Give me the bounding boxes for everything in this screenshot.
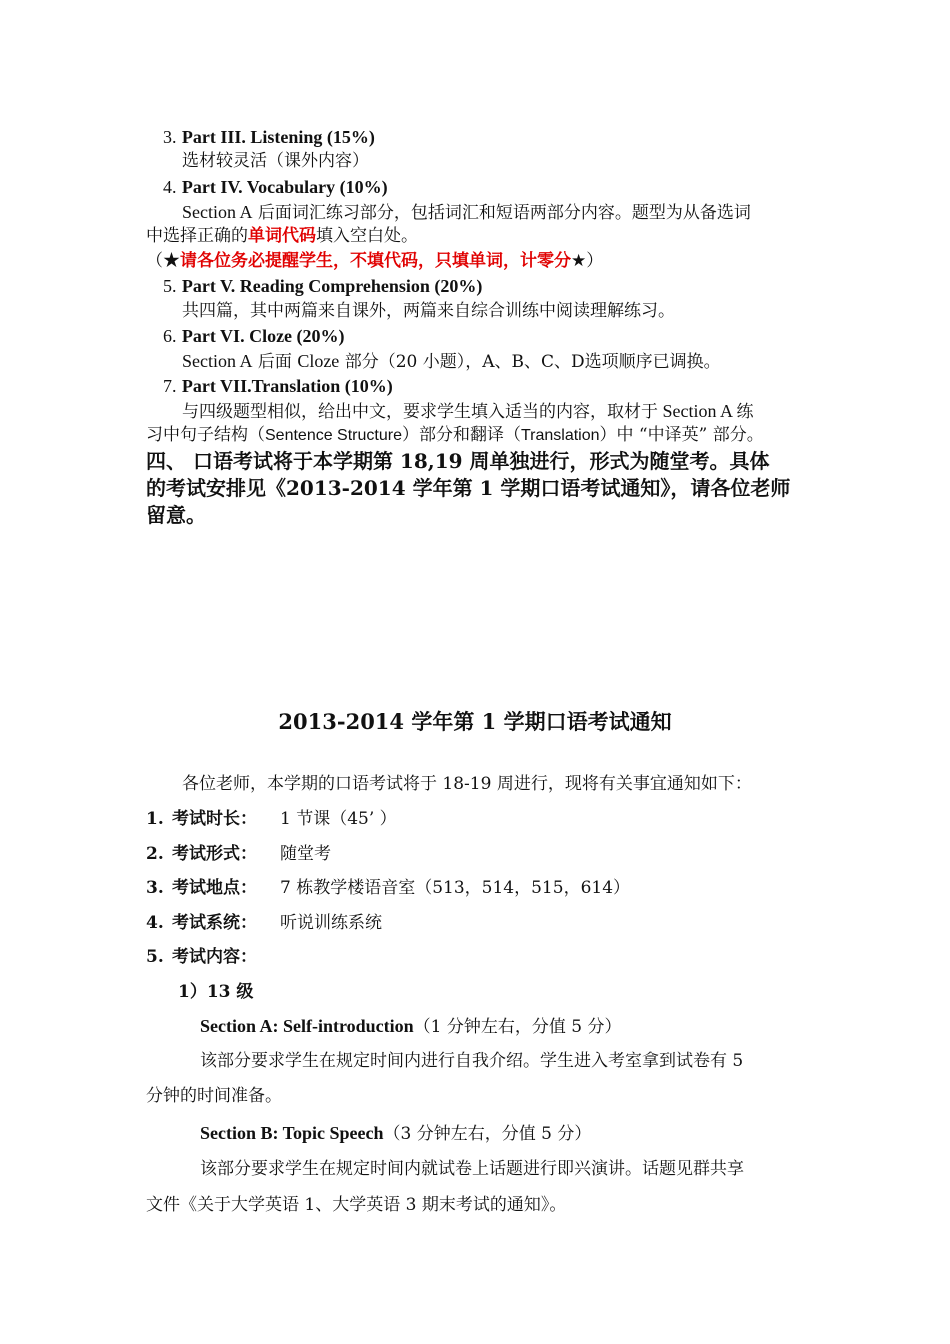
oral-exam-notice-line3: 留意。 [146, 503, 206, 527]
section-b-desc-line2: 文件《关于大学英语 1、大学英语 3 期末考试的通知》。 [146, 1195, 567, 1215]
part4-desc-line1: Section A 后面词汇练习部分，包括词汇和短语两部分内容。题型为从备选词 [182, 202, 751, 223]
section-a-heading: Section A: Self-introduction（1 分钟左右，分值 5 分） [200, 1016, 622, 1037]
grade-heading: 1）13 级 [178, 982, 254, 1002]
section-a-desc-line1: 该部分要求学生在规定时间内进行自我介绍。学生进入考室拿到试卷有 5 [200, 1051, 744, 1071]
part5-heading: 5. Part V. Reading Comprehension (20%) [163, 276, 483, 296]
notice-item-system: 4. 考试系统： 听说训练系统 [146, 913, 382, 933]
notice-item-duration: 1. 考试时长： 1 节课（45’ ） [146, 809, 397, 829]
part4-warning-note: （★请各位务必提醒学生，不填代码，只填单词，计零分★） [146, 251, 604, 271]
part7-desc-line1: 与四级题型相似，给出中文，要求学生填入适当的内容，取材于 Section A 练 [182, 401, 754, 422]
part3-desc: 选材较灵活（课外内容） [182, 151, 369, 171]
part5-desc: 共四篇，其中两篇来自课外，两篇来自综合训练中阅读理解练习。 [182, 301, 675, 321]
notice-item-content: 5. 考试内容： [146, 947, 257, 967]
section-b-heading: Section B: Topic Speech（3 分钟左右，分值 5 分） [200, 1123, 592, 1144]
emphasis-word-code: 单词代码 [248, 226, 316, 246]
notice-intro: 各位老师，本学期的口语考试将于 18-19 周进行，现将有关事宜通知如下： [182, 774, 752, 794]
section-a-desc-line2: 分钟的时间准备。 [146, 1086, 282, 1106]
oral-exam-notice-line2: 的考试安排见《2013-2014 学年第 1 学期口语考试通知》，请各位老师 [146, 476, 791, 500]
part3-heading: 3. Part III. Listening (15%) [163, 127, 375, 147]
part7-heading: 7. Part VII.Translation (10%) [163, 376, 393, 396]
notice-title: 2013-2014 学年第 1 学期口语考试通知 [278, 709, 672, 734]
part6-heading: 6. Part VI. Cloze (20%) [163, 326, 345, 346]
oral-exam-notice-line1: 四、 口语考试将于本学期第 18,19 周单独进行，形式为随堂考。具体 [146, 449, 770, 473]
part4-heading: 4. Part IV. Vocabulary (10%) [163, 177, 388, 197]
part7-desc-line2: 习中句子结构（Sentence Structure）部分和翻译（Translation）中 “中译英” 部分。 [146, 425, 764, 445]
notice-item-location: 3. 考试地点： 7 栋教学楼语音室（513，514，515，614） [146, 878, 631, 898]
notice-item-format: 2. 考试形式： 随堂考 [146, 844, 331, 864]
part6-desc: Section A 后面 Cloze 部分（20 小题），A、B、C、D选项顺序已调换。 [182, 351, 721, 372]
part4-desc-line2: 中选择正确的单词代码填入空白处。 [146, 226, 418, 246]
section-b-desc-line1: 该部分要求学生在规定时间内就试卷上话题进行即兴演讲。话题见群共享 [200, 1159, 744, 1179]
